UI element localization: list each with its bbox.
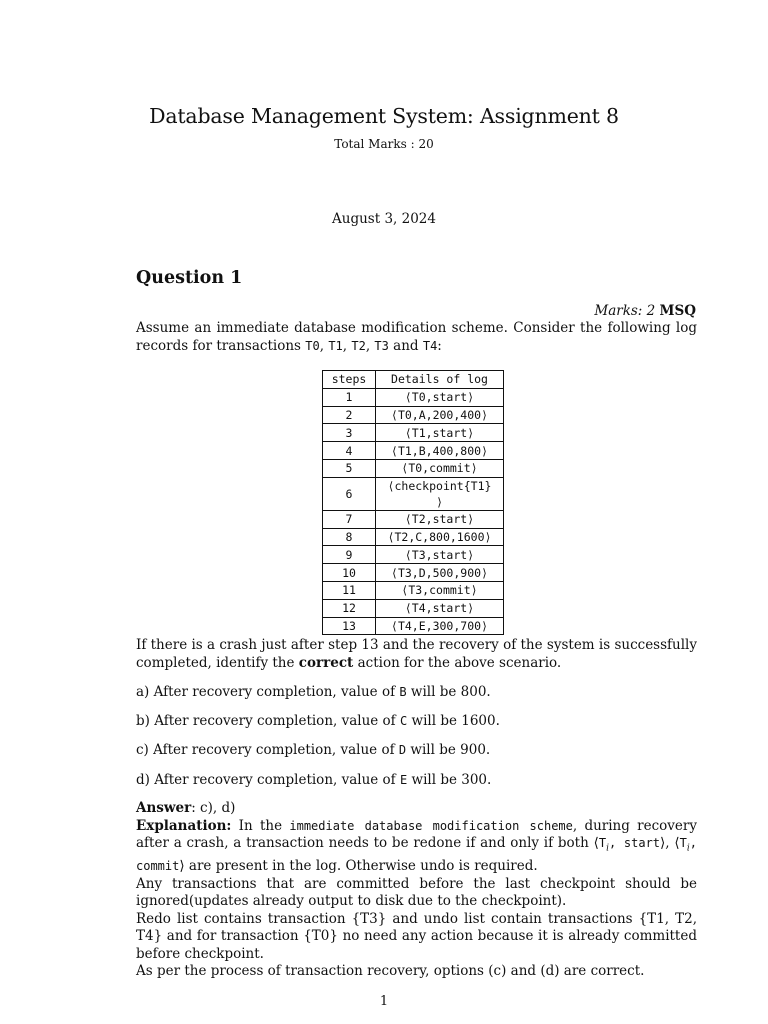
explanation-paragraph: Explanation: In the immediate database modification scheme, during recovery after a crash, a transaction needs to be redone if and only if both $⟨T_i$, start⟩, $⟨T_i$, commit⟩ are present in the log. Otherwise undo is required. bbox=[136, 817, 697, 875]
prompt-text: If there is a crash just after step 13 and the recovery of the system is successfully completed, identify the bbox=[136, 637, 697, 671]
answer-line bbox=[136, 800, 697, 818]
step-cell: 6 bbox=[323, 477, 376, 510]
question-prompt bbox=[136, 637, 697, 672]
log-cell: ⟨T3,commit⟩ bbox=[376, 581, 504, 599]
table-row bbox=[323, 459, 504, 477]
option-text: will be 900. bbox=[410, 742, 491, 758]
option-label: c) bbox=[136, 742, 149, 758]
transaction-name: T4 bbox=[422, 338, 438, 353]
table-row bbox=[323, 406, 504, 424]
option-text: After recovery completion, value of bbox=[154, 713, 396, 729]
log-cell: ⟨T0,commit⟩ bbox=[376, 459, 504, 477]
table-row bbox=[323, 528, 504, 546]
page-number: 1 bbox=[379, 994, 389, 1009]
log-cell: ⟨checkpoint{T1} ⟩ bbox=[376, 477, 504, 510]
separator: , bbox=[319, 337, 325, 354]
option-label: a) bbox=[136, 684, 150, 700]
separator: , bbox=[342, 337, 348, 354]
log-cell: ⟨T4,E,300,700⟩ bbox=[376, 617, 504, 635]
tuple-subscript: i bbox=[606, 843, 609, 854]
question-intro bbox=[136, 320, 697, 355]
prompt-emphasis: correct bbox=[298, 654, 354, 671]
step-cell: 1 bbox=[323, 388, 376, 406]
table-row bbox=[323, 388, 504, 406]
option-b bbox=[136, 713, 500, 729]
separator: , bbox=[365, 337, 371, 354]
prompt-text: action for the above scenario. bbox=[357, 654, 562, 671]
table-row bbox=[323, 477, 504, 510]
option-variable: B bbox=[399, 685, 407, 699]
tuple-subscript: i bbox=[686, 843, 690, 854]
tuple-commit: , commit bbox=[136, 836, 697, 874]
log-table bbox=[322, 370, 504, 635]
transaction-name: T3 bbox=[374, 338, 389, 353]
intro-text: Assume an immediate database modification scheme. Consider the following log records for transactions bbox=[136, 320, 697, 354]
step-cell: 5 bbox=[323, 459, 376, 477]
explanation-label: Explanation: bbox=[136, 817, 232, 834]
table-row bbox=[323, 617, 504, 635]
option-label: b) bbox=[136, 713, 150, 729]
option-text: will be 800. bbox=[410, 684, 491, 700]
table-row bbox=[323, 599, 504, 617]
tuple-t: T bbox=[598, 836, 607, 850]
explanation-text: In the bbox=[238, 817, 283, 834]
question-type: MSQ bbox=[659, 303, 696, 319]
log-cell: ⟨T2,C,800,1600⟩ bbox=[376, 528, 504, 546]
option-c bbox=[136, 742, 490, 758]
scheme-name: immediate database modification scheme bbox=[289, 818, 573, 833]
table-row bbox=[323, 510, 504, 528]
step-cell: 2 bbox=[323, 406, 376, 424]
marks-label: Marks: 2 bbox=[594, 303, 656, 319]
tuple-start: , start bbox=[608, 836, 661, 850]
log-cell: ⟨T0,start⟩ bbox=[376, 388, 504, 406]
table-row bbox=[323, 424, 504, 442]
explanation-text: are present in the log. Otherwise undo is required. bbox=[188, 858, 538, 875]
option-text: will be 300. bbox=[411, 772, 492, 788]
step-cell: 12 bbox=[323, 599, 376, 617]
log-cell: ⟨T3,D,500,900⟩ bbox=[376, 564, 504, 582]
table-header-row bbox=[323, 371, 504, 389]
step-cell: 7 bbox=[323, 510, 376, 528]
explanation-paragraph: Redo list contains transaction {T3} and undo list contain transactions {T1, T2, T4} and for transaction {T0} no need any action because it is already committed before checkpoint. bbox=[136, 910, 697, 962]
column-header: Details of log bbox=[376, 371, 504, 389]
answer-section bbox=[136, 800, 697, 981]
total-marks: Total Marks : 20 bbox=[334, 137, 434, 151]
document-header bbox=[0, 104, 768, 151]
table-row bbox=[323, 581, 504, 599]
option-text: will be 1600. bbox=[411, 713, 500, 729]
explanation-text: , during recovery after a crash, a transaction needs to be redone if and only if both bbox=[136, 817, 697, 851]
step-cell: 9 bbox=[323, 546, 376, 564]
document-title: Database Management System: Assignment 8 bbox=[149, 104, 619, 128]
column-header: steps bbox=[323, 371, 376, 389]
marks-indicator bbox=[594, 303, 696, 319]
step-cell: 13 bbox=[323, 617, 376, 635]
document-date: August 3, 2024 bbox=[332, 211, 436, 227]
option-a bbox=[136, 684, 491, 700]
option-text: After recovery completion, value of bbox=[153, 742, 395, 758]
separator: : bbox=[437, 337, 442, 354]
step-cell: 11 bbox=[323, 581, 376, 599]
step-cell: 10 bbox=[323, 564, 376, 582]
question-heading: Question 1 bbox=[136, 268, 243, 288]
transaction-name: T2 bbox=[351, 338, 366, 353]
answer-label: Answer bbox=[136, 800, 192, 816]
log-cell: ⟨T0,A,200,400⟩ bbox=[376, 406, 504, 424]
separator: and bbox=[393, 337, 419, 354]
tuple-t: T bbox=[679, 836, 687, 850]
option-text: After recovery completion, value of bbox=[154, 772, 396, 788]
option-d bbox=[136, 772, 491, 788]
table-row bbox=[323, 564, 504, 582]
transaction-name: T1 bbox=[328, 338, 343, 353]
log-cell: ⟨T1,start⟩ bbox=[376, 424, 504, 442]
option-text: After recovery completion, value of bbox=[153, 684, 396, 700]
option-label: d) bbox=[136, 772, 150, 788]
log-cell: ⟨T1,B,400,800⟩ bbox=[376, 442, 504, 460]
transaction-name: T0 bbox=[305, 338, 320, 353]
answer-value: : c), d) bbox=[191, 800, 236, 816]
table-row bbox=[323, 546, 504, 564]
explanation-paragraph: As per the process of transaction recovery, options (c) and (d) are correct. bbox=[136, 963, 645, 980]
option-variable: C bbox=[399, 714, 408, 728]
log-cell: ⟨T4,start⟩ bbox=[376, 599, 504, 617]
explanation-paragraph: Any transactions that are committed before the last checkpoint should be ignored(updates already output to disk due to the checkpoint). bbox=[136, 875, 697, 910]
table-row bbox=[323, 442, 504, 460]
step-cell: 8 bbox=[323, 528, 376, 546]
option-variable: D bbox=[398, 743, 407, 757]
log-cell: ⟨T2,start⟩ bbox=[376, 510, 504, 528]
log-cell: ⟨T3,start⟩ bbox=[376, 546, 504, 564]
option-variable: E bbox=[399, 773, 408, 787]
step-cell: 4 bbox=[323, 442, 376, 460]
step-cell: 3 bbox=[323, 424, 376, 442]
